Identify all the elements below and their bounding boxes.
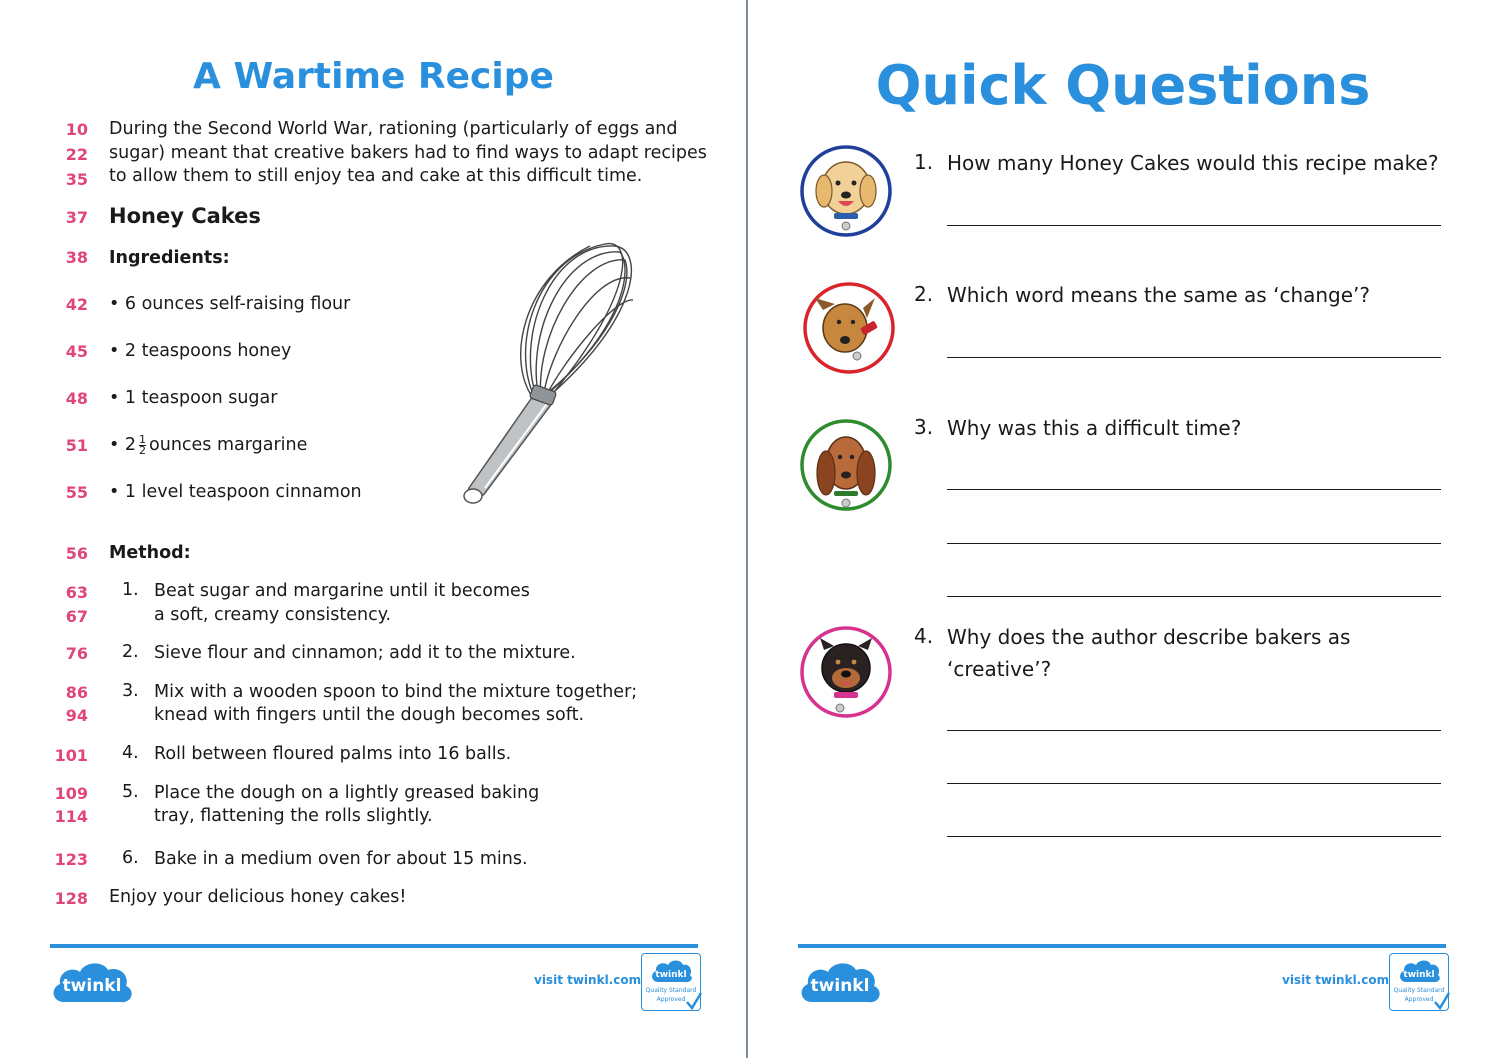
recipe-page bbox=[0, 0, 747, 1058]
logo-text: twinkl bbox=[62, 976, 122, 996]
answer-line[interactable] bbox=[947, 596, 1441, 597]
step-text: Place the dough on a lightly greased baking bbox=[154, 783, 540, 803]
step-number: 1. bbox=[122, 580, 139, 600]
line-number: 128 bbox=[54, 889, 88, 908]
line-number: 55 bbox=[65, 483, 88, 502]
ingredient-suffix: ounces margarine bbox=[149, 435, 308, 455]
step-number: 4. bbox=[122, 743, 139, 763]
question-number: 3. bbox=[914, 415, 934, 439]
checkmark-icon bbox=[686, 992, 702, 1010]
line-number: 10 bbox=[65, 120, 88, 139]
step-text: tray, flattening the rolls slightly. bbox=[154, 806, 433, 826]
line-number: 63 bbox=[65, 583, 88, 602]
step-number: 3. bbox=[122, 681, 139, 701]
line-number: 114 bbox=[54, 807, 88, 826]
step-number: 2. bbox=[122, 642, 139, 662]
step-text: Mix with a wooden spoon to bind the mixture together; bbox=[154, 682, 638, 702]
ingredients-heading: Ingredients: bbox=[109, 248, 230, 268]
badge-cloud-icon bbox=[650, 958, 692, 984]
line-number: 22 bbox=[65, 145, 88, 164]
line-number: 37 bbox=[65, 208, 88, 227]
badge-line: Quality Standard bbox=[1393, 987, 1445, 994]
questions-page bbox=[749, 0, 1497, 1058]
line-number: 45 bbox=[65, 342, 88, 361]
ingredient-item: • 1 level teaspoon cinnamon bbox=[109, 482, 362, 502]
answer-line[interactable] bbox=[947, 730, 1441, 731]
step-text: Roll between floured palms into 16 balls. bbox=[154, 744, 512, 764]
badge-line: Approved bbox=[656, 996, 686, 1003]
intro-line: to allow them to still enjoy tea and cake at this difficult time. bbox=[109, 166, 643, 186]
questions-title: Quick Questions bbox=[875, 54, 1371, 117]
answer-line[interactable] bbox=[947, 489, 1441, 490]
answer-line[interactable] bbox=[947, 543, 1441, 544]
answer-line[interactable] bbox=[947, 225, 1441, 226]
line-number: 35 bbox=[65, 170, 88, 189]
closing-line: Enjoy your delicious honey cakes! bbox=[109, 887, 407, 907]
line-number: 51 bbox=[65, 436, 88, 455]
quality-badge bbox=[1389, 953, 1449, 1011]
line-number: 48 bbox=[65, 389, 88, 408]
line-number: 94 bbox=[65, 706, 88, 725]
recipe-title: A Wartime Recipe bbox=[193, 56, 554, 97]
checkmark-icon bbox=[1434, 992, 1450, 1010]
whisk-icon bbox=[455, 238, 645, 510]
line-number: 67 bbox=[65, 607, 88, 626]
footer-rule bbox=[798, 944, 1446, 948]
footer-rule bbox=[50, 944, 698, 948]
ingredient-prefix: • 2 bbox=[109, 435, 137, 455]
twinkl-logo[interactable] bbox=[798, 958, 882, 1008]
svg-text:twinkl: twinkl bbox=[655, 970, 687, 980]
line-number: 101 bbox=[54, 746, 88, 765]
answer-line[interactable] bbox=[947, 783, 1441, 784]
question-number: 4. bbox=[914, 624, 934, 648]
step-text: knead with fingers until the dough becomes soft. bbox=[154, 705, 585, 725]
bloodhound-icon bbox=[798, 417, 894, 513]
question-number: 2. bbox=[914, 282, 934, 306]
question-text: Why does the author describe bakers as ‘creative’? bbox=[947, 625, 1351, 681]
fraction-denominator: 2 bbox=[139, 443, 147, 457]
rottweiler-icon bbox=[798, 624, 894, 720]
badge-line: Quality Standard bbox=[645, 987, 697, 994]
intro-line: sugar) meant that creative bakers had to find ways to adapt recipes bbox=[109, 143, 707, 163]
question-number: 1. bbox=[914, 150, 934, 174]
golden-retriever-icon bbox=[798, 143, 894, 239]
line-number: 56 bbox=[65, 544, 88, 563]
twinkl-logo[interactable] bbox=[50, 958, 134, 1008]
airedale-terrier-icon bbox=[801, 280, 897, 376]
step-number: 5. bbox=[122, 782, 139, 802]
recipe-subtitle: Honey Cakes bbox=[109, 204, 261, 228]
line-number: 42 bbox=[65, 295, 88, 314]
line-number: 109 bbox=[54, 784, 88, 803]
question-text: How many Honey Cakes would this recipe make? bbox=[947, 151, 1439, 175]
answer-line[interactable] bbox=[947, 357, 1441, 358]
step-text: Bake in a medium oven for about 15 mins. bbox=[154, 849, 528, 869]
ingredient-item bbox=[109, 434, 307, 457]
svg-text:twinkl: twinkl bbox=[1403, 970, 1435, 980]
question-text: Why was this a difficult time? bbox=[947, 416, 1242, 440]
step-text: Sieve flour and cinnamon; add it to the mixture. bbox=[154, 643, 576, 663]
ingredient-item: • 6 ounces self-raising flour bbox=[109, 294, 351, 314]
method-heading: Method: bbox=[109, 543, 191, 563]
intro-line: During the Second World War, rationing (particularly of eggs and bbox=[109, 119, 678, 139]
line-number: 76 bbox=[65, 644, 88, 663]
step-text: Beat sugar and margarine until it becomes bbox=[154, 581, 530, 601]
ingredient-item: • 2 teaspoons honey bbox=[109, 341, 292, 361]
visit-link[interactable]: visit twinkl.com bbox=[534, 973, 642, 987]
quality-badge bbox=[641, 953, 701, 1011]
line-number: 38 bbox=[65, 248, 88, 267]
step-text: a soft, creamy consistency. bbox=[154, 605, 392, 625]
line-number: 86 bbox=[65, 683, 88, 702]
question-text: Which word means the same as ‘change’? bbox=[947, 283, 1371, 307]
visit-link[interactable]: visit twinkl.com bbox=[1282, 973, 1390, 987]
fraction-numerator: 1 bbox=[139, 432, 147, 446]
fraction bbox=[139, 432, 147, 457]
answer-line[interactable] bbox=[947, 836, 1441, 837]
logo-text: twinkl bbox=[810, 976, 870, 996]
badge-line: Approved bbox=[1404, 996, 1434, 1003]
line-number: 123 bbox=[54, 850, 88, 869]
ingredient-item: • 1 teaspoon sugar bbox=[109, 388, 278, 408]
badge-cloud-icon bbox=[1398, 958, 1440, 984]
step-number: 6. bbox=[122, 848, 139, 868]
